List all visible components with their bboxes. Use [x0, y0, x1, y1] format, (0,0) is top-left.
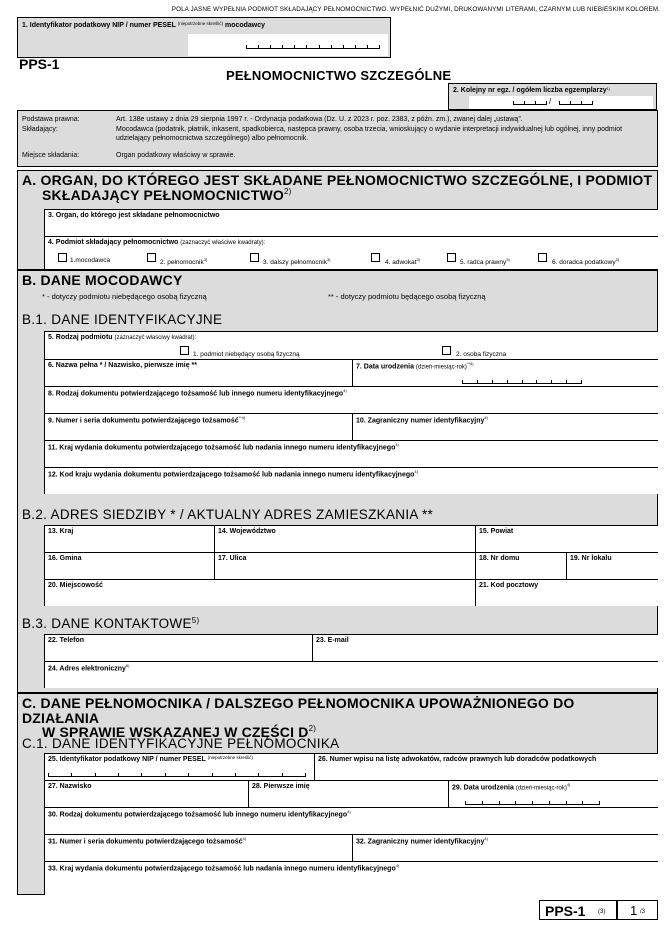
section-c-title: C. DANE PEŁNOMOCNIKA / DALSZEGO PEŁNOMOCNIKA UPOWAŻNIONEGO DO DZIAŁANIA W SPRAWIE WSKAZANEJ W CZĘŚCI $D^{2)}$ — [22, 695, 575, 741]
section-c-divider — [17, 692, 658, 694]
field-8-document-type[interactable]: 8. Rodzaj dokumentu potwierdzającego tożsamość lub innego numeru identyfikacyjnego$^{4)}$ — [44, 386, 658, 413]
footer-page-number: 1 /3 — [617, 900, 658, 920]
field-3-organ[interactable]: 3. Organ, do którego jest składane pełnomocnictwo — [44, 209, 658, 236]
entity-type-1-label: 1. podmiot niebędący osobą fizyczną — [193, 351, 300, 358]
field-26-register-number[interactable]: 26. Numer wpisu na listę adwokatów, radców prawnych lub doradców podatkowych — [314, 753, 658, 780]
field-22-phone[interactable]: 22. Telefon — [44, 634, 312, 661]
copy-number-ticks — [513, 99, 547, 105]
option-5-checkbox[interactable] — [447, 253, 456, 262]
field-2-label: 2. Kolejny nr egz. / ogółem liczba egzemplarzy — [453, 87, 607, 94]
section-c1-title: C.1. DANE IDENTYFIKACYJNE PEŁNOMOCNIKA — [22, 736, 340, 751]
section-b3-title: B.3. DANE KONTAKTOWE$^{5)}$ — [22, 616, 200, 631]
option-2-checkbox[interactable] — [147, 253, 156, 262]
field-7-birth-date[interactable]: 7. Data urodzenia (dzień-miesiąc-rok)$^{**4)}$ — [352, 359, 658, 386]
field-12-country-code[interactable]: 12. Kod kraju wydania dokumentu potwierdzającego tożsamość lub nadania innego numeru identyfikacyjnego$^{4)}$ — [44, 467, 658, 494]
field-16-municipality[interactable]: 16. Gmina — [44, 552, 214, 579]
field-30-document-type[interactable]: 30. Rodzaj dokumentu potwierdzającego tożsamość lub innego numeru identyfikacyjnego$^{4)}$ — [44, 807, 658, 834]
basis-key-3: Miejsce składania: — [22, 152, 80, 159]
field-19-apartment-number[interactable]: 19. Nr lokalu — [566, 552, 658, 579]
instruction-note: POLA JASNE WYPEŁNIA PODMIOT SKŁADAJĄCY PEŁNOMOCNICTWO. WYPEŁNIĆ DUŻYMI, DRUKOWANYMI LITERAMI, CZARNYM LUB NIEBIESKIM KOLOREM. — [171, 6, 660, 13]
nip-pesel-box — [17, 17, 391, 58]
form-title: PEŁNOMOCNICTWO SZCZEGÓLNE — [226, 68, 452, 83]
basis-block — [17, 110, 658, 167]
option-5-label: 5. radca prawny$^{3)}$ — [460, 257, 510, 267]
field-20-city[interactable]: 20. Miejscowość — [44, 579, 475, 606]
section-b-divider — [17, 269, 658, 271]
attorney-birth-date-ticks — [465, 799, 600, 805]
field-24-e-address[interactable]: 24. Adres elektroniczny$^{6)}$ — [44, 661, 658, 688]
field-33-issue-country[interactable]: 33. Kraj wydania dokumentu potwierdzającego tożsamość lub nadania innego numeru identyfikacyjnego$^{4)}$ — [44, 861, 658, 895]
section-b-note-2: ** - dotyczy podmiotu będącego osobą fizyczną — [328, 292, 486, 301]
section-b2-title: B.2. ADRES SIEDZIBY * / AKTUALNY ADRES ZAMIESZKANIA ** — [22, 507, 434, 522]
field-5-entity-type: 5. Rodzaj podmiotu (zaznaczyć właściwy kwadrat): — [44, 331, 658, 359]
option-1-label: 1.mocodawca — [70, 257, 111, 264]
form-code: PPS-1 — [19, 56, 60, 72]
field-15-county[interactable]: 15. Powiat — [475, 525, 658, 552]
field-31-document-number[interactable]: 31. Numer i seria dokumentu potwierdzającego tożsamość$^{4)}$ — [44, 834, 352, 861]
attorney-nip-ticks — [48, 771, 306, 777]
option-3-checkbox[interactable] — [250, 253, 259, 262]
field-11-issue-country[interactable]: 11. Kraj wydania dokumentu potwierdzającego tożsamość lub nadania innego numeru identyfikacyjnego$^{4)}$ — [44, 440, 658, 467]
entity-type-2-checkbox[interactable] — [442, 346, 451, 355]
field-23-email[interactable]: 23. E-mail — [312, 634, 658, 661]
option-6-checkbox[interactable] — [538, 253, 547, 262]
field-4-submitter: 4. Podmiot składający pełnomocnictwo (zaznaczyć właściwe kwadraty): — [44, 236, 658, 269]
basis-value-3: Organ podatkowy właściwy w sprawie. — [116, 152, 236, 159]
field-32-foreign-id[interactable]: 32. Zagraniczny numer identyfikacyjny$^{4)}$ — [352, 834, 658, 861]
field-27-surname[interactable]: 27. Nazwisko — [44, 780, 248, 807]
section-a-title: A. ORGAN, DO KTÓREGO JEST SKŁADANE PEŁNOMOCNICTWO SZCZEGÓLNE, I PODMIOT SKŁADAJĄCY PEŁNOMOCNICTWO$^{2)}$ — [22, 172, 653, 203]
copy-number-box[interactable]: 2. Kolejny nr egz. / ogółem liczba egzemplarzy$^{1)}$ / — [448, 83, 657, 110]
field-29-birth-date[interactable]: 29. Data urodzenia (dzień-miesiąc-rok)$^{4)}$ — [448, 780, 658, 807]
option-3-label: 3. dalszy pełnomocnik$^{3)}$ — [263, 257, 331, 267]
field-28-first-name[interactable]: 28. Pierwsze imię — [248, 780, 448, 807]
field-6-name[interactable]: 6. Nazwa pełna * / Nazwisko, pierwsze imię ** — [44, 359, 352, 386]
option-4-label: 4. adwokat$^{3)}$ — [385, 257, 420, 267]
basis-value-2: Mocodawca (podatnik, płatnik, inkasent, spadkobierca, następca prawny, osoba trzecia, wnioskujący o wydanie interpretacji indywidualnej lub ogólnej, inny podmiot udzielający pełnomocnictwa szczególnego) albo pełnomocnik. — [116, 126, 623, 142]
section-b-note-1: * - dotyczy podmiotu niebędącego osobą fizyczną — [42, 292, 207, 301]
option-6-label: 6. doradca podatkowy$^{3)}$ — [552, 257, 620, 267]
entity-type-2-label: 2. osoba fizyczna — [456, 351, 507, 358]
field-13-country[interactable]: 13. Kraj — [44, 525, 214, 552]
field-21-postal-code[interactable]: 21. Kod pocztowy — [475, 579, 658, 606]
basis-value-1: Art. 138e ustawy z dnia 29 sierpnia 1997 r. - Ordynacja podatkowa (Dz. U. z 2023 r. poz. 2383, z późn. zm.), zwanej dalej „ustawą”. — [116, 116, 523, 123]
copy-slash: / — [549, 97, 552, 106]
basis-key-1: Podstawa prawna: — [22, 116, 80, 123]
field-17-street[interactable]: 17. Ulica — [214, 552, 475, 579]
copy-total-ticks — [559, 99, 593, 105]
footer-form-code: PPS-1 (3) — [539, 900, 617, 920]
option-2-label: 2. pełnomocnik$^{3)}$ — [160, 257, 208, 267]
field-1-label: 1. Identyfikator podatkowy NIP / numer PESEL — [22, 22, 176, 29]
nip-pesel-ticks — [246, 43, 380, 49]
field-1-suffix: mocodawcy — [224, 22, 266, 29]
field-14-voivodeship[interactable]: 14. Województwo — [214, 525, 475, 552]
section-b1-title: B.1. DANE IDENTYFIKACYJNE — [22, 312, 223, 327]
field-10-foreign-id[interactable]: 10. Zagraniczny numer identyfikacyjny$^{4)}$ — [352, 413, 658, 440]
field-18-house-number[interactable]: 18. Nr domu — [475, 552, 566, 579]
option-1-checkbox[interactable] — [58, 253, 67, 262]
birth-date-ticks — [462, 378, 582, 384]
basis-key-2: Składający: — [22, 126, 58, 133]
option-4-checkbox[interactable] — [371, 253, 380, 262]
field-9-document-number[interactable]: 9. Numer i seria dokumentu potwierdzającego tożsamość$^{**4)}$ — [44, 413, 352, 440]
field-1-note: (niepotrzebne skreślić) — [177, 21, 224, 26]
entity-type-1-checkbox[interactable] — [180, 346, 189, 355]
section-b-title: B. DANE MOCODAWCY — [22, 272, 183, 288]
field-25-nip-pesel[interactable]: 25. Identyfikator podatkowy NIP / numer PESEL $^{(niepotrzebne skreślić)}$ — [44, 753, 314, 780]
